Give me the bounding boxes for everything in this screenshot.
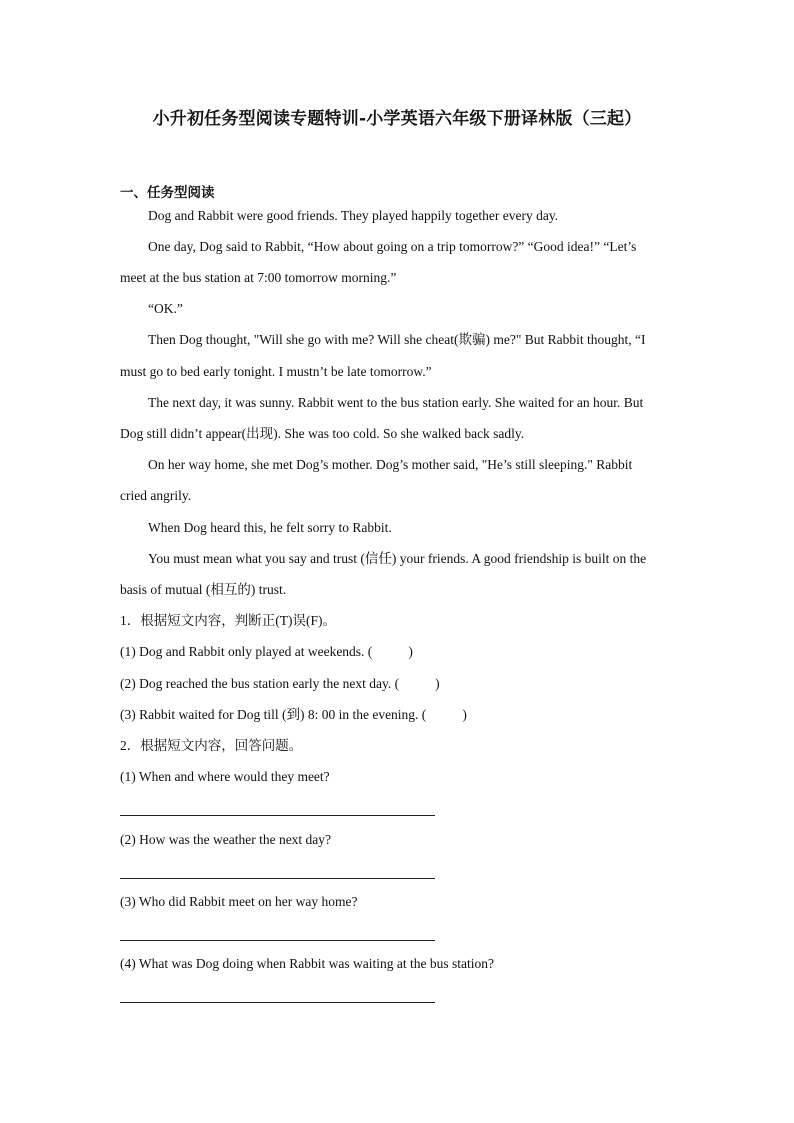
- close-paren: ): [462, 707, 467, 722]
- passage-line: Then Dog thought, "Will she go with me? Will she cheat(欺骗) me?" But Rabbit thought, “I: [148, 332, 646, 347]
- part2-heading: 2．根据短文内容，回答问题。: [120, 738, 303, 753]
- true-false-question: [120, 675, 680, 693]
- passage-line: You must mean what you say and trust (信任) your friends. A good friendship is built on the: [148, 551, 647, 566]
- passage-line: Dog and Rabbit were good friends. They played happily together every day.: [148, 208, 559, 223]
- passage-line: must go to bed early tonight. I mustn’t be late tomorrow.”: [120, 364, 432, 379]
- part1-heading: 1．根据短文内容，判断正(T)误(F)。: [120, 613, 336, 628]
- answer-line[interactable]: [120, 1002, 435, 1003]
- section-heading: 一、任务型阅读: [120, 185, 215, 201]
- passage-line: One day, Dog said to Rabbit, “How about going on a trip tomorrow?” “Good idea!” “Let’s: [148, 239, 637, 254]
- question-text: (3) Rabbit waited for Dog till (到) 8: 00 in the evening. (: [120, 707, 427, 722]
- passage-line: When Dog heard this, he felt sorry to Rabbit.: [148, 520, 392, 535]
- close-paren: ): [408, 644, 413, 659]
- answer-line[interactable]: [120, 815, 435, 816]
- passage-line: meet at the bus station at 7:00 tomorrow morning.”: [120, 270, 397, 285]
- passage-line: basis of mutual (相互的) trust.: [120, 582, 287, 597]
- question-text: (1) Dog and Rabbit only played at weekends. (: [120, 644, 373, 659]
- answer-line[interactable]: [120, 940, 435, 941]
- open-question: (2) How was the weather the next day?: [120, 832, 332, 847]
- open-question: (4) What was Dog doing when Rabbit was waiting at the bus station?: [120, 956, 494, 971]
- passage-line: On her way home, she met Dog’s mother. Dog’s mother said, "He’s still sleeping." Rabbit: [148, 457, 633, 472]
- true-false-question: [120, 706, 680, 724]
- passage-line: “OK.”: [148, 301, 183, 316]
- document-title: 小升初任务型阅读专题特训-小学英语六年级下册译林版（三起）: [152, 109, 642, 129]
- close-paren: ): [435, 676, 440, 691]
- passage-line: Dog still didn’t appear(出现). She was too cold. So she walked back sadly.: [120, 426, 525, 441]
- passage-line: The next day, it was sunny. Rabbit went to the bus station early. She waited for an hour. But: [148, 395, 644, 410]
- true-false-question: [120, 643, 680, 661]
- answer-line[interactable]: [120, 878, 435, 879]
- open-question: (1) When and where would they meet?: [120, 769, 330, 784]
- open-question: (3) Who did Rabbit meet on her way home?: [120, 894, 358, 909]
- question-text: (2) Dog reached the bus station early the next day. (: [120, 676, 400, 691]
- passage-line: cried angrily.: [120, 488, 192, 503]
